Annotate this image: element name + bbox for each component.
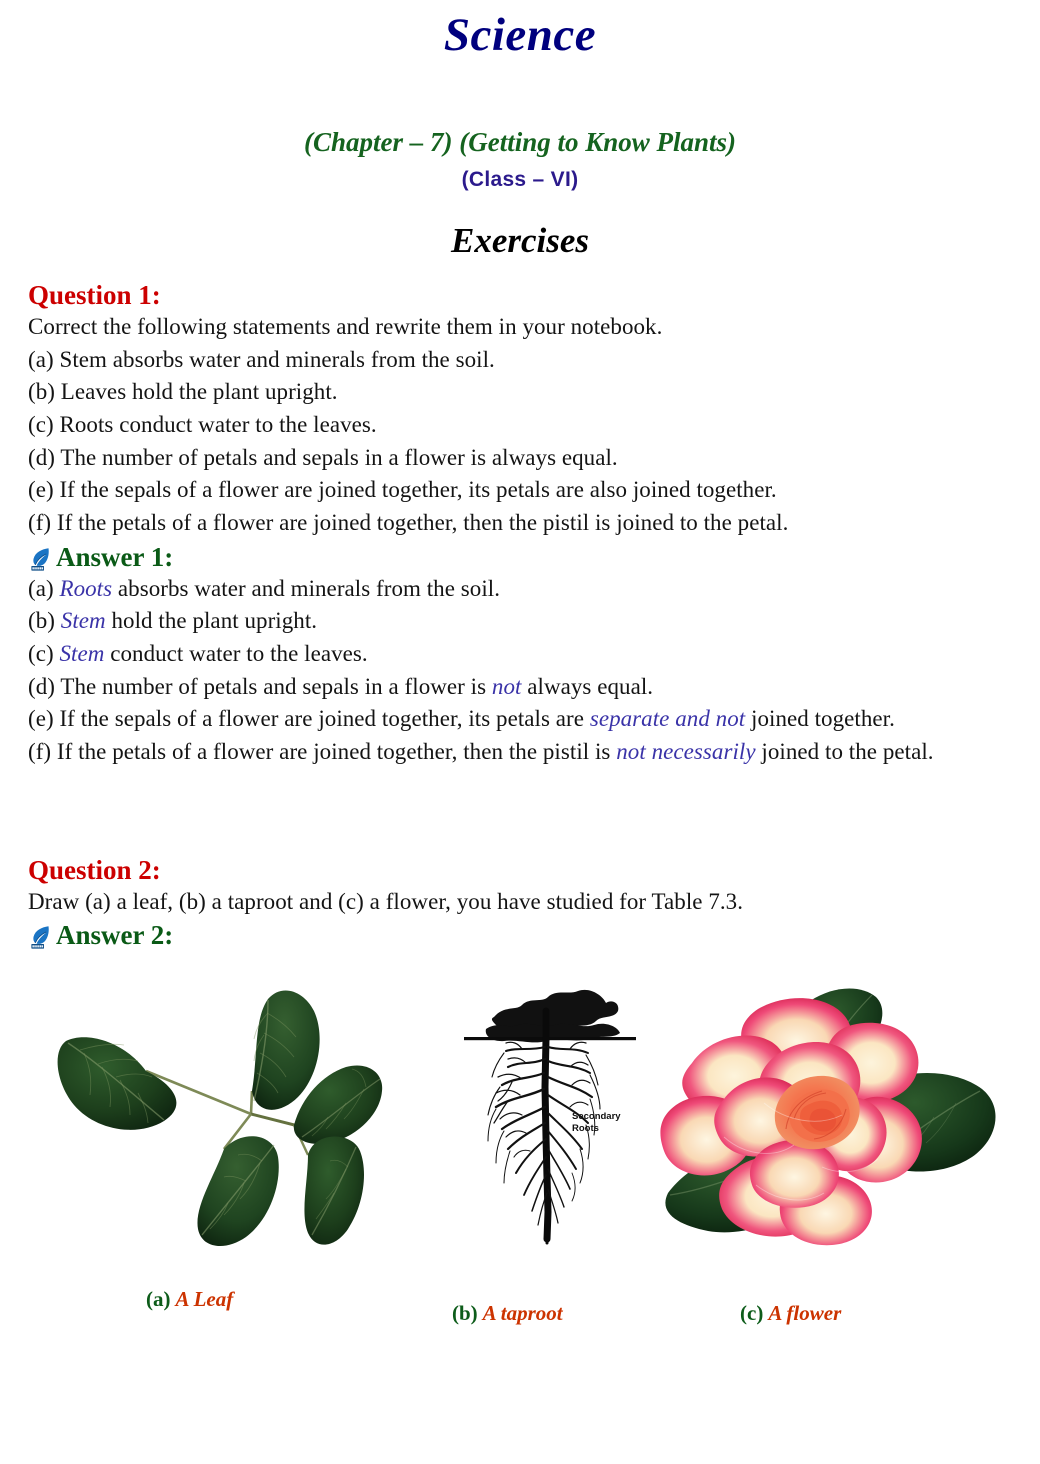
question-1-item-d: (d) The number of petals and sepals in a flower is always equal. <box>28 444 618 470</box>
answer-1-item-a-rest: absorbs water and minerals from the soil. <box>112 575 501 601</box>
flower-photo <box>646 979 1026 1257</box>
answer-1-item-b-rest: hold the plant upright. <box>105 608 318 634</box>
answer-1-item-e-rest: joined together. <box>745 706 895 732</box>
taproot-diagram <box>460 977 640 1257</box>
answer-1-item-d-highlight: not <box>491 673 522 699</box>
answer-1-item-d-rest: always equal. <box>521 673 654 699</box>
answer-1-item-a-highlight: Roots <box>59 575 113 601</box>
answer-1-item-f-rest: joined to the petal. <box>755 738 934 764</box>
answer-1-heading-label: Answer 1: <box>56 541 174 572</box>
taproot-label-line-1: Secondary <box>572 1111 621 1123</box>
answer-2-heading-row <box>28 920 1012 951</box>
caption-flower <box>740 1301 841 1326</box>
answer-1-item-c-rest: conduct water to the leaves. <box>104 641 368 666</box>
caption-taproot <box>452 1301 563 1326</box>
caption-taproot-text: A taproot <box>482 1301 563 1326</box>
leaf-photo <box>46 979 406 1259</box>
caption-flower-text: A flower <box>768 1301 842 1326</box>
answer-2-heading-label: Answer 2: <box>56 920 174 951</box>
answer-1-item-a-label: (a) <box>28 575 60 601</box>
answer-1-item-b-label: (b) <box>28 608 61 634</box>
answer-1-item-c-highlight: Stem <box>59 641 105 666</box>
chapter-subtitle: (Chapter – 7) (Getting to Know Plants) <box>303 127 737 157</box>
question-1-heading: Question 1: <box>28 280 161 310</box>
answer-1-item-e <box>28 703 1012 736</box>
caption-leaf <box>146 1287 233 1312</box>
question-2-heading: Question 2: <box>28 854 161 885</box>
answer-1-item-c <box>28 638 1012 671</box>
answer-2-figure-row <box>28 975 1012 1275</box>
answer-1-item-f <box>28 736 1012 769</box>
answer-1-item-c-label: (c) <box>28 641 60 666</box>
answer-1-item-e-highlight: separate and not <box>589 706 746 732</box>
answer-1-item-d-label: (d) The number of petals and sepals in a flower is <box>28 673 492 699</box>
answer-1-item-d <box>28 671 1012 704</box>
answer-1-item-b <box>28 605 1012 638</box>
answer-1-item-f-label: (f) If the petals of a flower are joined together, then the pistil is <box>28 738 617 764</box>
answer-1-item-b-highlight: Stem <box>60 608 106 634</box>
question-1-item-a: (a) Stem absorbs water and minerals from the soil. <box>28 346 495 372</box>
caption-flower-index: (c) <box>740 1301 764 1326</box>
caption-leaf-index: (a) <box>146 1287 171 1312</box>
question-1-prompt: Correct the following statements and rewrite them in your notebook. <box>28 314 663 340</box>
section-heading-exercises: Exercises <box>450 221 590 260</box>
question-1-item-c: (c) Roots conduct water to the leaves. <box>28 412 377 438</box>
caption-leaf-text: A Leaf <box>175 1287 234 1312</box>
question-1-item-e: (e) If the sepals of a flower are joined together, its petals are also joined together. <box>28 477 777 503</box>
question-1-item-b: (b) Leaves hold the plant upright. <box>28 379 338 405</box>
feather-leaf-logo-icon <box>28 924 54 950</box>
answer-1-item-e-label: (e) If the sepals of a flower are joined together, its petals are <box>28 706 590 732</box>
figure-captions <box>28 1287 1012 1327</box>
answer-1-item-f-highlight: not necessarily <box>616 738 756 764</box>
question-2-prompt: Draw (a) a leaf, (b) a taproot and (c) a flower, you have studied for Table 7.3. <box>28 888 744 914</box>
taproot-label-line-2: Roots <box>572 1123 599 1135</box>
question-1-item-f: (f) If the petals of a flower are joined together, then the pistil is joined to the petal. <box>28 509 789 535</box>
page-title: Science <box>443 9 597 61</box>
class-subtitle: (Class – VI) <box>461 168 579 191</box>
answer-1-heading-row <box>28 542 1012 573</box>
feather-leaf-logo-icon <box>28 546 54 572</box>
answer-1-item-a <box>28 573 1012 606</box>
caption-taproot-index: (b) <box>452 1301 478 1326</box>
